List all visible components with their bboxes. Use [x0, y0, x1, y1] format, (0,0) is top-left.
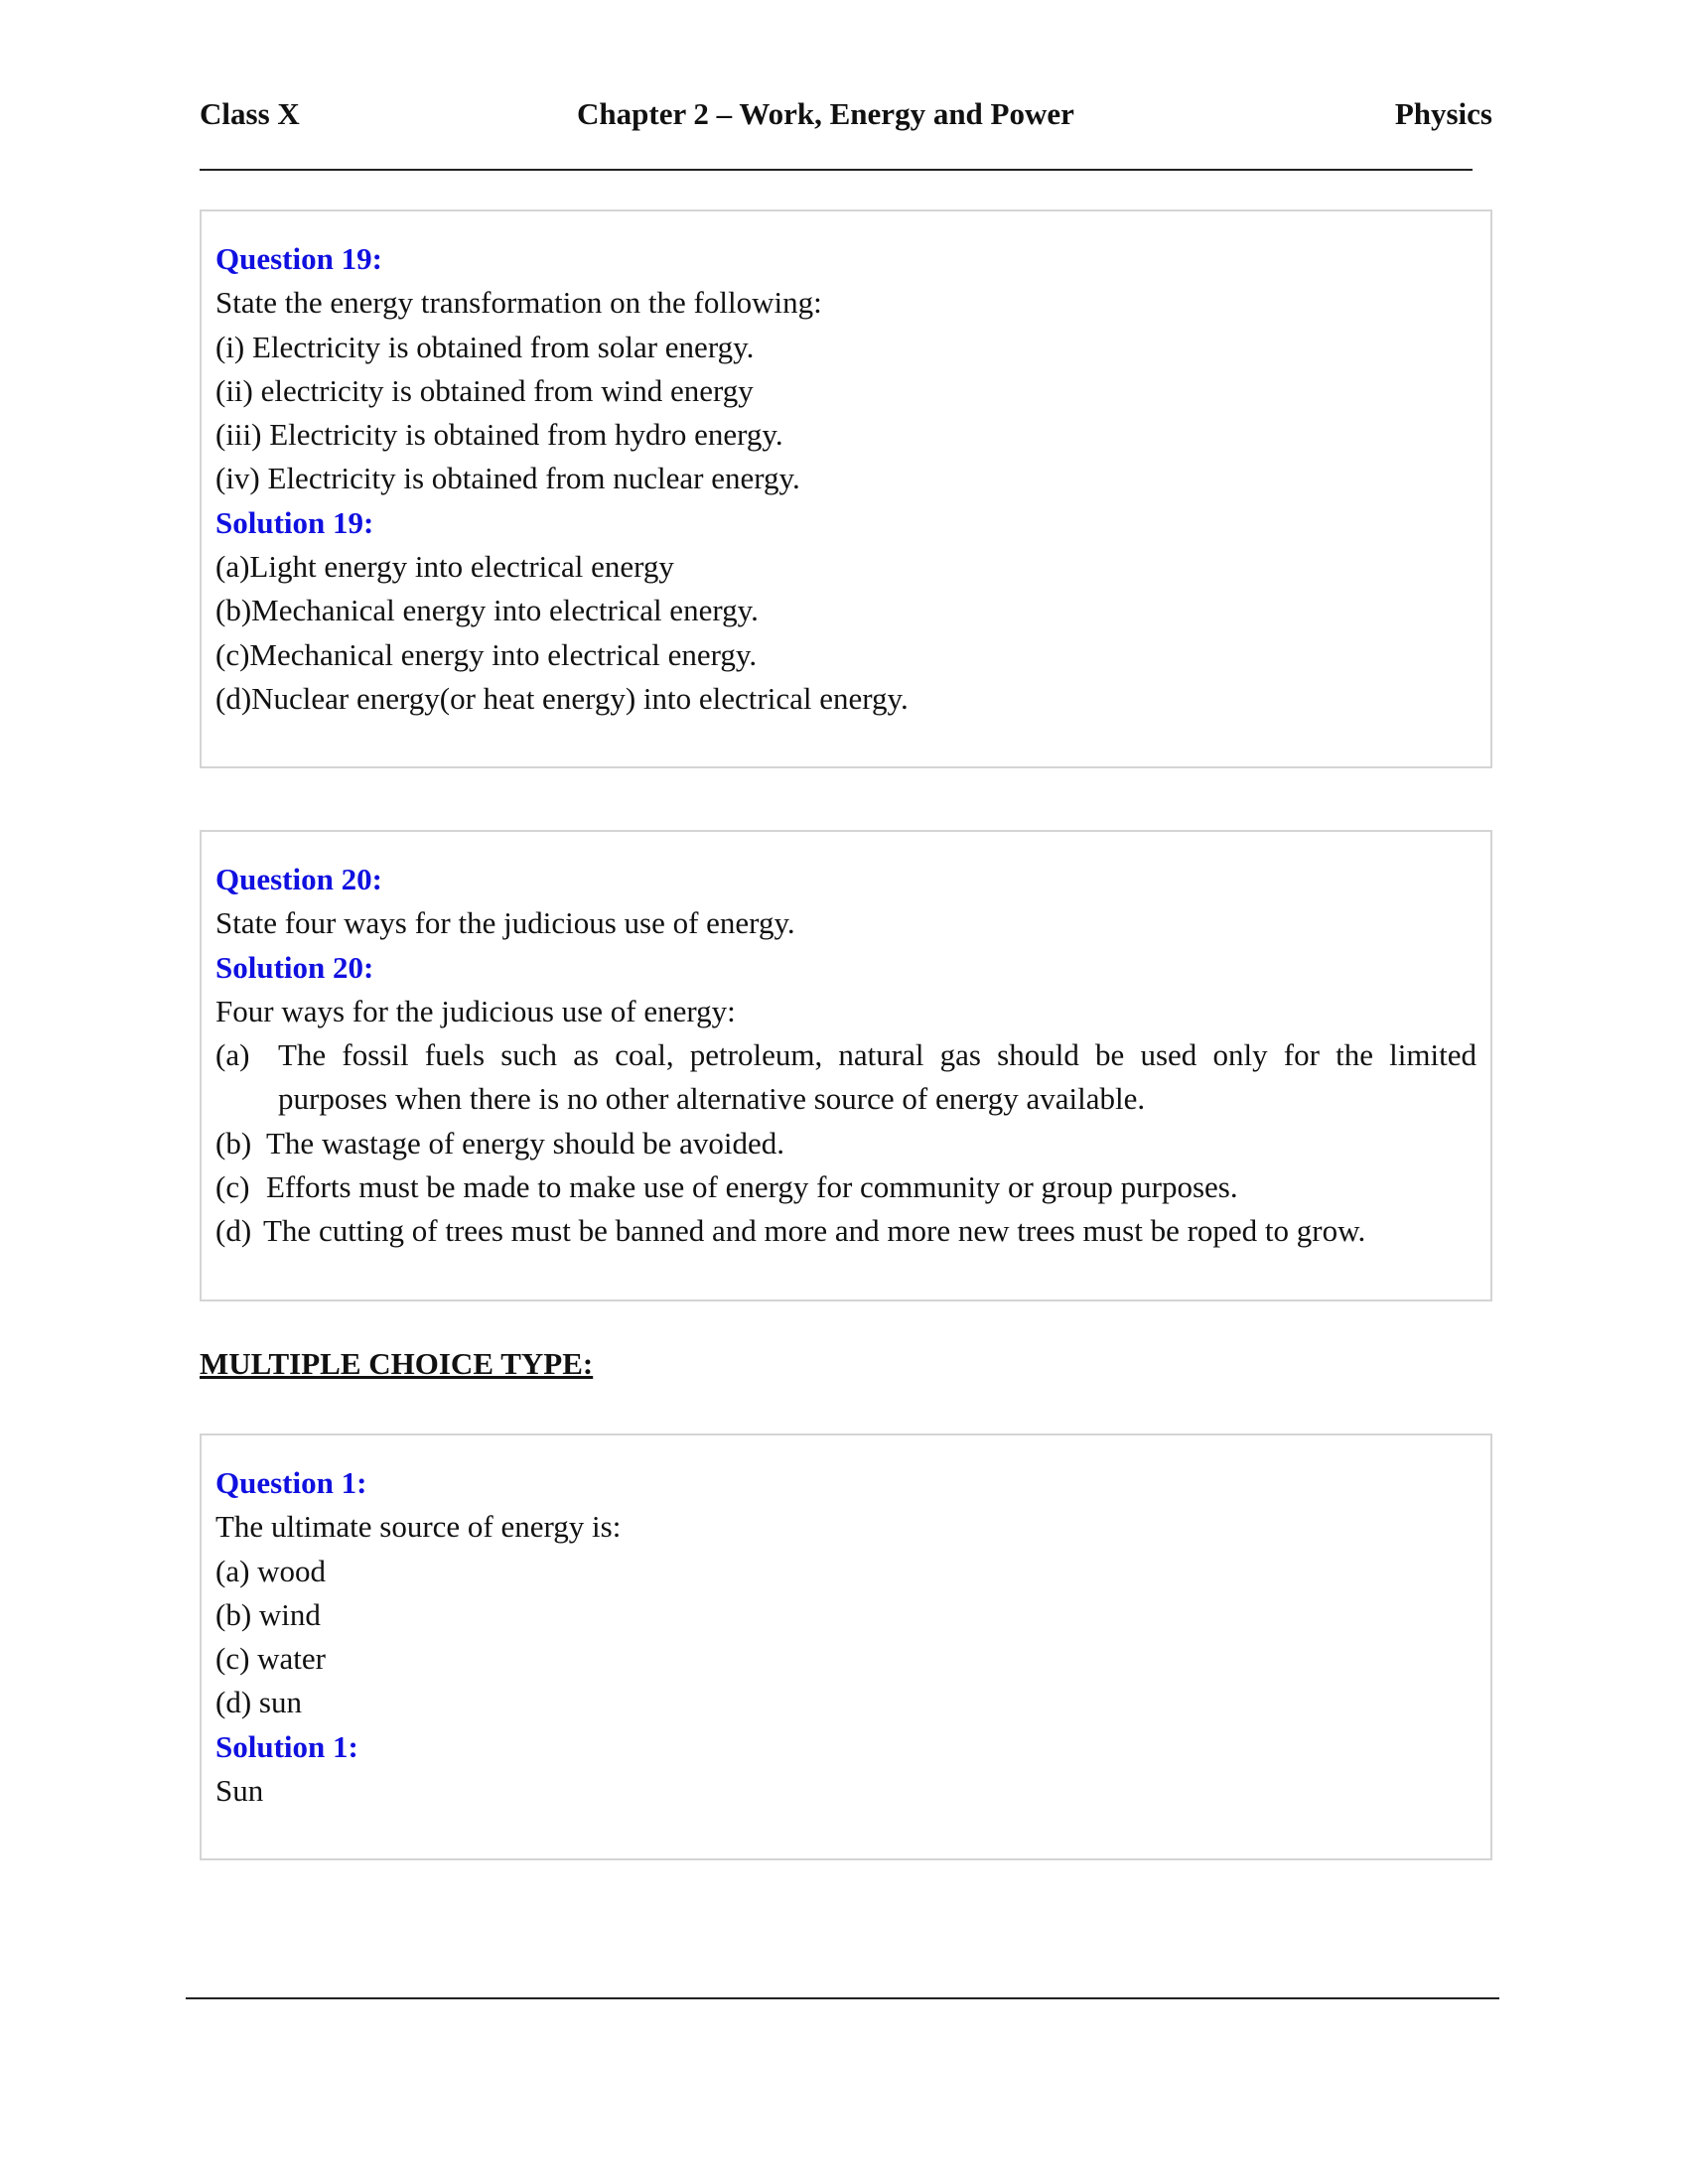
- question-20-text: State four ways for the judicious use of energy.: [215, 905, 795, 941]
- question-20-heading: Question 20:: [215, 862, 382, 896]
- item-marker: (b): [215, 1125, 252, 1160]
- header-divider: [200, 169, 1473, 171]
- mcq-1-solution-heading: Solution 1:: [215, 1728, 358, 1764]
- solution-19-d: (d)Nuclear energy(or heat energy) into electrical energy.: [215, 680, 909, 716]
- item-text: [278, 1033, 1477, 1122]
- item-text: The cutting of trees must be banned and more and more new trees must be roped to grow.: [263, 1213, 1366, 1249]
- mcq-1-text: The ultimate source of energy is:: [215, 1509, 622, 1545]
- question-19-part-i: (i) Electricity is obtained from solar energy.: [215, 329, 755, 364]
- question-19-part-iv: (iv) Electricity is obtained from nuclear energy.: [215, 461, 800, 496]
- item-text-line-1: The fossil fuels such as coal, petroleum, natural gas should be used only for the limited: [278, 1037, 1477, 1073]
- chapter-title: Chapter 2 – Work, Energy and Power: [577, 96, 1074, 131]
- question-19-text: State the energy transformation on the following:: [215, 285, 822, 321]
- mcq-question-1-box: [200, 1433, 1492, 1860]
- question-19-heading: Question 19:: [215, 241, 382, 276]
- question-19-part-ii: (ii) electricity is obtained from wind energy: [215, 372, 754, 408]
- item-marker: (a): [215, 1037, 250, 1073]
- subject-label: Physics: [1394, 96, 1492, 131]
- mcq-1-option-a: (a) wood: [215, 1553, 327, 1588]
- mcq-1-heading: Question 1:: [215, 1465, 367, 1500]
- page-header: [200, 96, 1492, 142]
- solution-19-c: (c)Mechanical energy into electrical energy.: [215, 636, 758, 672]
- mcq-1-option-d: (d) sun: [215, 1685, 302, 1720]
- section-title: MULTIPLE CHOICE TYPE:: [200, 1346, 594, 1381]
- mcq-1-option-c: (c) water: [215, 1641, 326, 1677]
- item-marker: (c): [215, 1169, 250, 1205]
- item-text: The wastage of energy should be avoided.: [266, 1125, 784, 1160]
- solution-19-heading: Solution 19:: [215, 504, 374, 540]
- item-text: Efforts must be made to make use of energy for community or group purposes.: [266, 1169, 1238, 1205]
- item-text-line-2: purposes when there is no other alternative source of energy available.: [278, 1081, 1146, 1117]
- solution-19-a: (a)Light energy into electrical energy: [215, 549, 674, 585]
- footer-divider: [186, 1997, 1499, 1999]
- mcq-1-answer: Sun: [215, 1773, 264, 1809]
- solution-20-intro: Four ways for the judicious use of energy:: [215, 993, 736, 1028]
- question-19-box: [200, 209, 1492, 768]
- mcq-1-option-b: (b) wind: [215, 1596, 321, 1632]
- solution-20-item-b: [215, 1122, 1477, 1165]
- solution-20-item-c: [215, 1165, 1477, 1209]
- solution-19-b: (b)Mechanical energy into electrical energy.: [215, 593, 759, 628]
- solution-20-heading: Solution 20:: [215, 949, 374, 985]
- solution-20-item-d: [215, 1209, 1477, 1253]
- class-label: Class X: [200, 96, 300, 131]
- solution-20-item-a: [215, 1033, 1477, 1122]
- item-marker: (d): [215, 1213, 252, 1249]
- question-20-box: [200, 830, 1492, 1301]
- question-19-part-iii: (iii) Electricity is obtained from hydro energy.: [215, 417, 783, 453]
